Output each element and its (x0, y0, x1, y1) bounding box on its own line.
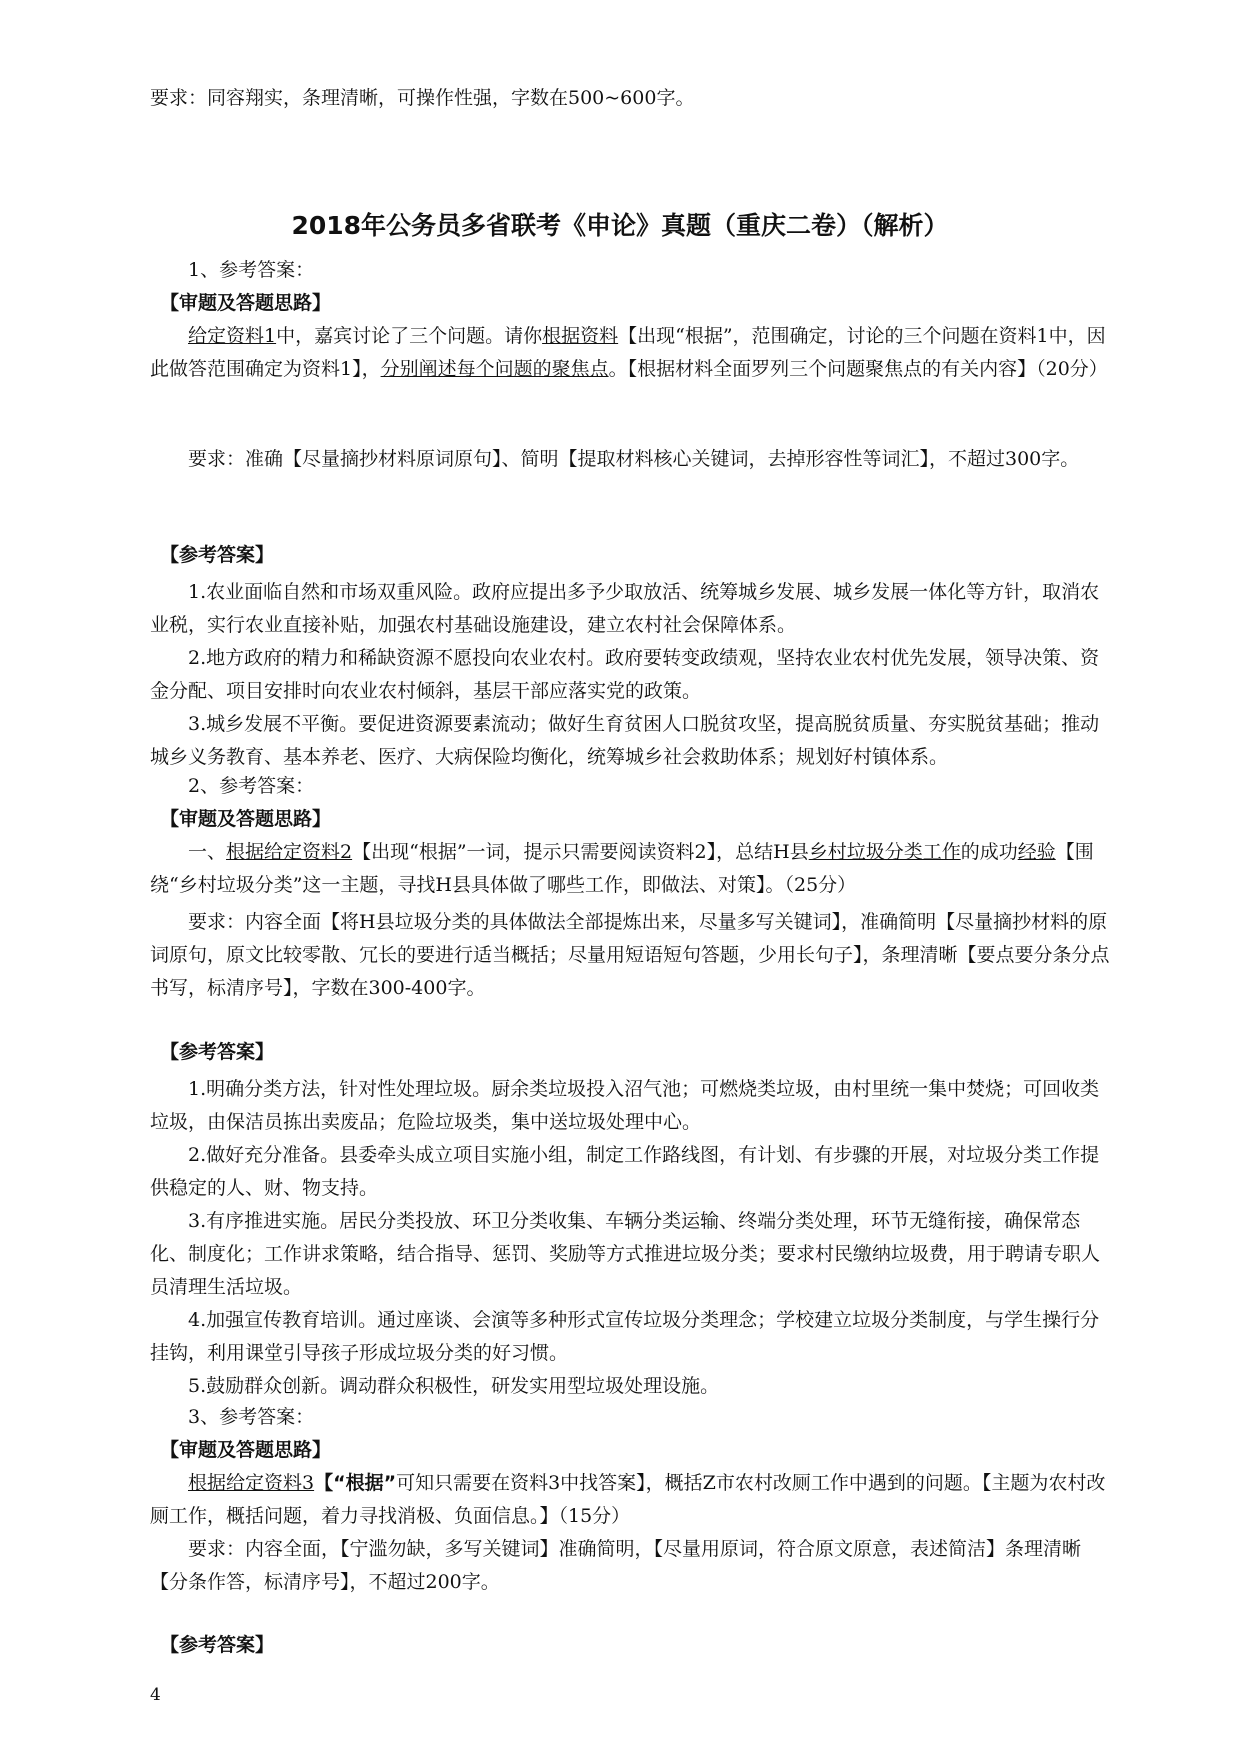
q2-prompt-text-3: 【围绕“乡村垃圾分类”这一主题，寻找H县具体做了哪些工作，即做法、对策】。（25分） (150, 841, 1094, 896)
q2-answer-4: 4.加强宣传教育培训。通过座谈、会演等多种形式宣传垃圾分类理念；学校建立垃圾分类制度，与学生操行分挂钩，利用课堂引导孩子形成垃圾分类的好习惯。 (150, 1309, 1100, 1364)
q2-answer-2: 2.做好充分准备。县委牵头成立项目实施小组，制定工作路线图，有计划、有步骤的开展，对垃圾分类工作提供稳定的人、财、物支持。 (150, 1144, 1100, 1199)
q2-requirement: 要求：内容全面【将H县垃圾分类的具体做法全部提炼出来，尽量多写关键词】，准确简明【尽量摘抄材料的原词原句，原文比较零散、冗长的要进行适当概括；尽量用短语短句答题，少用长句子】，条理清晰【要点要分条分点书写，标清序号】，字数在300-400字。 (150, 911, 1110, 999)
q2-answer-3: 3.有序推进实施。居民分类投放、环卫分类收集、车辆分类运输、终端分类处理，环节无缝衔接，确保常态化、制度化；工作讲求策略，结合指导、惩罚、奖励等方式推进垃圾分类；要求村民缴纳垃圾费，用于聘请专职人员清理生活垃圾。 (150, 1210, 1101, 1298)
q2-prompt-text-1: 【出现“根据”一词，提示只需要阅读资料2】，总结H县 (352, 841, 809, 863)
q2-prompt-underline-1: 根据给定资料2 (226, 841, 353, 863)
q2-heading: 2、参考答案： (188, 775, 315, 797)
q1-answer-3: 3.城乡发展不平衡。要促进资源要素流动；做好生育贫困人口脱贫攻坚，提高脱贫质量、夯实脱贫基础；推动城乡义务教育、基本养老、医疗、大病保险均衡化，统筹城乡社会救助体系；规划好村镇体系。 (150, 713, 1100, 768)
q2-answer-5: 5.鼓励群众创新。调动群众积极性，研发实用型垃圾处理设施。 (188, 1375, 720, 1397)
q1-prompt (150, 320, 1110, 386)
q1-heading: 1、参考答案： (188, 259, 315, 281)
q3-requirement: 要求：内容全面，【宁滥勿缺，多写关键词】准确简明，【尽量用原词，符合原文原意，表述简洁】条理清晰【分条作答，标清序号】，不超过200字。 (150, 1538, 1082, 1593)
q1-prompt-text-3: 。【根据材料全面罗列三个问题聚焦点的有关内容】（20分） (608, 358, 1108, 380)
page-number: 4 (150, 1685, 161, 1705)
page-title: 2018年公务员多省联考《申论》真题（重庆二卷）（解析） (291, 211, 949, 240)
q2-analysis-label: 【审题及答题思路】 (160, 808, 332, 830)
q1-answer-label: 【参考答案】 (160, 544, 275, 566)
q1-answer-2: 2.地方政府的精力和稀缺资源不愿投向农业农村。政府要转变政绩观，坚持农业农村优先发展，领导决策、资金分配、项目安排时向农业农村倾斜，基层干部应落实党的政策。 (150, 647, 1100, 702)
q2-prompt-underline-3: 经验 (1017, 841, 1056, 863)
q1-analysis-label: 【审题及答题思路】 (160, 292, 332, 314)
q2-prompt-text-0: 一、 (188, 841, 227, 863)
q1-prompt-text-1: 中，嘉宾讨论了三个问题。请你 (276, 325, 543, 347)
q3-prompt (150, 1467, 1110, 1533)
q3-prompt-bold-1: 【“根据” (314, 1472, 397, 1494)
q1-answer-1: 1.农业面临自然和市场双重风险。政府应提出多予少取放活、统筹城乡发展、城乡发展一体化等方针，取消农业税，实行农业直接补贴，加强农村基础设施建设，建立农村社会保障体系。 (150, 581, 1100, 636)
q1-prompt-underline-2: 根据资料 (542, 325, 619, 347)
top-requirement: 要求：同容翔实，条理清晰，可操作性强，字数在500~600字。 (150, 87, 695, 109)
q3-prompt-text-1: 可知只需要在资料3中找答案】，概括Z市农村改厕工作中遇到的问题。【主题为农村改厕工作，概括问题，着力寻找消极、负面信息。】（15分） (150, 1472, 1106, 1527)
q1-prompt-text-2: 【出现“根据”，范围确定，讨论的三个问题在资料1中，因此做答范围确定为资料1】， (150, 325, 1106, 380)
q2-prompt-text-2: 的成功 (960, 841, 1018, 863)
q1-prompt-underline-3: 分别阐述每个问题的聚焦点 (380, 358, 609, 380)
q3-prompt-underline-1: 根据给定资料3 (188, 1472, 315, 1494)
q1-prompt-underline-1: 给定资料1 (188, 325, 277, 347)
q3-heading: 3、参考答案： (188, 1406, 315, 1428)
q3-analysis-label: 【审题及答题思路】 (160, 1439, 332, 1461)
q1-requirement: 要求：准确【尽量摘抄材料原词原句】、简明【提取材料核心关键词，去掉形容性等词汇】，不超过300字。 (188, 448, 1080, 470)
q2-prompt-underline-2: 乡村垃圾分类工作 (808, 841, 961, 863)
q3-answer-label: 【参考答案】 (160, 1634, 275, 1656)
q2-answer-label: 【参考答案】 (160, 1041, 275, 1063)
q2-answer-1: 1.明确分类方法，针对性处理垃圾。厨余类垃圾投入沼气池；可燃烧类垃圾，由村里统一集中焚烧；可回收类垃圾，由保洁员拣出卖废品；危险垃圾类，集中送垃圾处理中心。 (150, 1078, 1100, 1133)
q2-prompt (150, 836, 1110, 902)
